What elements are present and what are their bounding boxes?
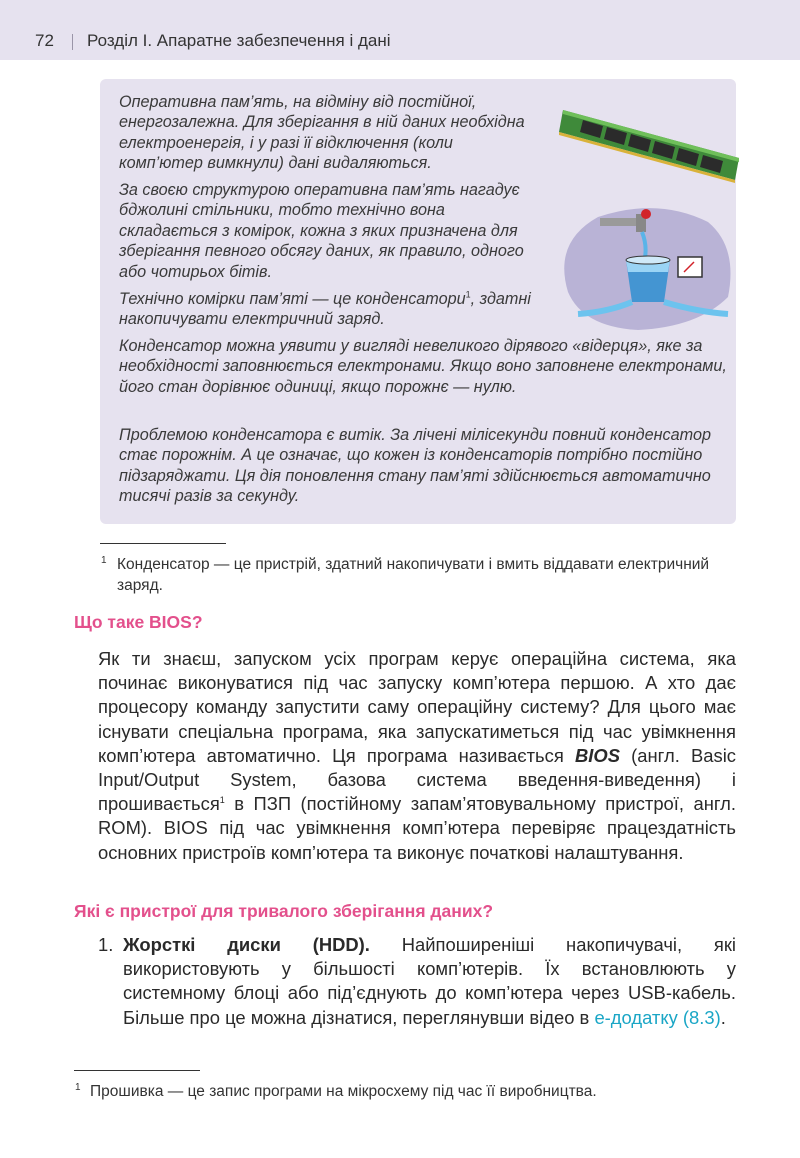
e-supplement-link[interactable]: е-додатку (8.3): [594, 1006, 721, 1028]
bios-paragraph: Як ти знаєш, запуском усіх програм керує операційна система, яка починає виконуватися під час запуску комп’ютера першою. А хто дає процесору команду запустити саму операційну систему? Для цього має існувати спеціальна програма, яка запускатиметься під час увімкнення комп’ютера автоматично. Ця програма називається BIOS (англ. Basic Input/Output System, базова система введення-виведення) і прошивається$^1$ в ПЗП (постійному запам’ятовувальному пристрої, англ. ROM). BIOS під час увімкнення комп’ютера перевіряє працездатність основних пристроїв комп’ютера та виконує початкові налаштування.: [98, 648, 737, 863]
list-item-hdd: Жорсткі диски (HDD). Найпоширеніші накопичувачі, які використовують у більшості комп’ютерів. Їх встановлюють у системному блоці або під’єднують до комп’ютера через USB-кабель. Більше про це можна дізнатися, переглянувши відео в е-додатку (8.3).: [123, 934, 736, 1028]
section-heading-storage: Які є пристрої для тривалого зберігання даних?: [74, 901, 494, 921]
ram-module-image: [555, 88, 745, 198]
box-paragraph-4: Конденсатор можна уявити у вигляді невеликого дірявого «відерця», яке за необхідності заповнюється електронами. Якщо воно заповнене електронами, його стан дорівнює одиниці, якщо порожнє — нулю.: [119, 337, 727, 396]
footnote-rule-1: [100, 543, 226, 544]
box-paragraph-1: Оперативна пам’ять, на відміну від постійної, енергозалежна. Для зберігання в ній даних необхідна електроенергія, і у разі її відключення (коли комп’ютер вимкнули) дані видаляються.: [119, 93, 525, 173]
footnote-2-mark: 1: [75, 1082, 81, 1093]
leaky-bucket-image: [548, 202, 736, 332]
box-paragraph-5: Проблемою конденсатора є витік. За лічені мілісекунди повний конденсатор стає порожнім. А це означає, що кожен із конденсаторів потрібно постійно підзаряджати. Ця дія поновлення стану пам’яті здійснюється автоматично тисячі разів за секунду.: [119, 426, 711, 506]
chapter-title: Розділ І. Апаратне забезпечення і дані: [87, 31, 391, 50]
page-number: 72: [35, 31, 54, 50]
footnote-rule-2: [74, 1070, 200, 1071]
footnote-ref-2[interactable]: 1: [219, 795, 225, 806]
box-paragraph-2: За своєю структурою оперативна пам’ять нагадує бджолині стільники, тобто технічно вона складається з комірок, кожна з яких призначена для зберігання певного обсягу даних, як правило, одного або чотирьох бітів.: [119, 181, 524, 281]
header-divider: [72, 34, 73, 50]
section-heading-bios: Що таке BIOS?: [74, 612, 203, 632]
page-header: [0, 0, 800, 60]
footnote-1: Конденсатор — це пристрій, здатний накопичувати і вмить віддавати електричний заряд.: [117, 556, 710, 594]
footnote-1-mark: 1: [101, 555, 107, 566]
box-paragraph-3: Технічно комірки пам’яті — це конденсатори$^1$, здатні накопичувати електричний заряд.: [119, 289, 531, 329]
footnote-ref[interactable]: 1: [465, 289, 471, 300]
list-item-number: 1.: [98, 934, 114, 955]
footnote-2: Прошивка — це запис програми на мікросхему під час її виробництва.: [90, 1083, 597, 1100]
